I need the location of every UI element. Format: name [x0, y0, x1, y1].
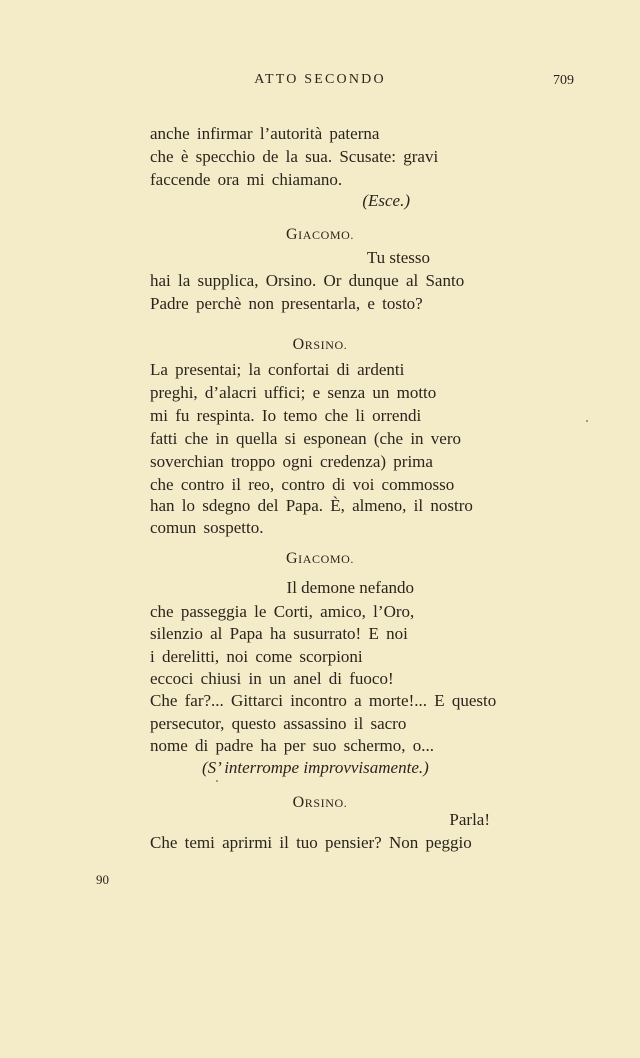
- stage-direction: [202, 757, 429, 779]
- verse-line: i derelitti, noi come scorpioni: [150, 647, 363, 666]
- paper-speck: [586, 420, 588, 422]
- verse-line: Padre perchè non presentarla, e tosto?: [150, 294, 423, 313]
- verse-line: nome di padre ha per suo schermo, o...: [150, 736, 434, 755]
- speaker-name: GIACOMO.: [285, 226, 355, 243]
- verse-line: Tu stesso: [366, 248, 430, 267]
- verse-line: persecutor, questo assassino il sacro: [150, 714, 407, 733]
- verse-line: han lo sdegno del Papa. È, almeno, il nostro: [150, 496, 473, 515]
- page-number: 709: [553, 73, 574, 88]
- speaker-name: ORSINO.: [292, 336, 348, 353]
- stage-direction: [362, 190, 410, 212]
- verse-line: eccoci chiusi in un anel di fuoco!: [150, 669, 394, 688]
- stage-direction-text: (Esce.): [362, 191, 410, 210]
- verse-line: faccende ora mi chiamano.: [150, 170, 343, 189]
- verse-line: Che far?... Gittarci incontro a morte!... E questo: [150, 691, 497, 710]
- verse-line: hai la supplica, Orsino. Or dunque al Santo: [150, 271, 465, 290]
- stage-direction-text: (S’ interrompe improvvisamente.): [202, 758, 429, 777]
- verse-line: che passeggia le Corti, amico, l’Oro,: [150, 602, 415, 621]
- verse-line: mi fu respinta. Io temo che li orrendi: [150, 406, 422, 425]
- verse-line: anche infirmar l’autorità paterna: [150, 124, 380, 143]
- speaker-name: ORSINO.: [292, 794, 348, 811]
- verse-line: silenzio al Papa ha susurrato! E noi: [150, 624, 408, 643]
- verse-line: che è specchio de la sua. Scusate: gravi: [150, 147, 439, 166]
- verse-line: Parla!: [449, 810, 490, 829]
- verse-line: preghi, d’alacri uffici; e senza un motto: [150, 383, 437, 402]
- verse-line: fatti che in quella si esponean (che in vero: [150, 429, 461, 448]
- verse-line: soverchian troppo ogni credenza) prima: [150, 452, 433, 471]
- folio-number: 90: [96, 872, 109, 887]
- verse-line: La presentai; la confortai di ardenti: [150, 360, 405, 379]
- verse-line: Il demone nefando: [286, 578, 414, 597]
- running-title: ATTO SECONDO: [254, 72, 386, 87]
- verse-line: che contro il reo, contro di voi commosso: [150, 475, 455, 494]
- speaker-name: GIACOMO.: [285, 550, 355, 567]
- verse-line: comun sospetto.: [150, 518, 264, 537]
- paper-speck: [216, 780, 218, 782]
- verse-line: Che temi aprirmi il tuo pensier? Non peggio: [150, 833, 472, 852]
